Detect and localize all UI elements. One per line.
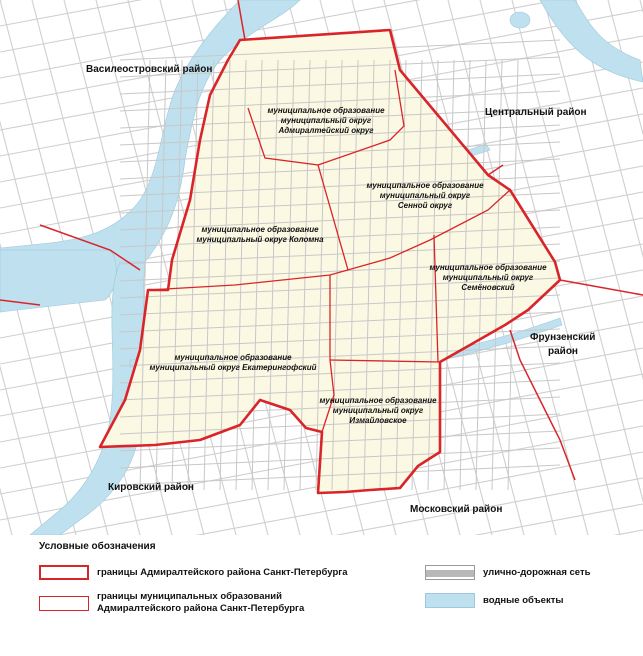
svg-text:муниципальный округ: муниципальный округ xyxy=(379,191,471,200)
svg-text:муниципальное образование: муниципальное образование xyxy=(429,263,547,272)
label-kirovsky: Кировский район xyxy=(108,482,194,493)
svg-text:муниципальный округ Екатеринго: муниципальный округ Екатерингофский xyxy=(149,363,317,372)
road-swatch xyxy=(425,565,475,580)
legend-title: Условные обозначения xyxy=(39,541,156,552)
mo-label-admiralteysky xyxy=(267,106,385,135)
svg-text:муниципальное образование: муниципальное образование xyxy=(366,181,484,190)
label-vasileostrovsky: Василеостровский район xyxy=(86,64,213,75)
svg-text:муниципальное образование: муниципальное образование xyxy=(319,396,437,405)
legend-label-mo-boundary-line2: Адмиралтейского района Санкт-Петербурга xyxy=(97,603,305,614)
svg-text:муниципальное образование: муниципальное образование xyxy=(201,225,319,234)
label-frunzensky-2: район xyxy=(548,346,578,357)
label-moskovsky: Московский район xyxy=(410,504,503,515)
label-central: Центральный район xyxy=(485,107,587,118)
legend-item-roads xyxy=(425,565,590,580)
legend-item-mo-boundary xyxy=(39,591,304,615)
map-legend xyxy=(0,535,643,656)
mo-label-kolomna xyxy=(196,225,324,244)
svg-text:муниципальное образование: муниципальное образование xyxy=(267,106,385,115)
svg-text:Адмиралтейский округ: Адмиралтейский округ xyxy=(278,126,374,135)
svg-text:муниципальное образование: муниципальное образование xyxy=(174,353,292,362)
legend-label-roads: улично-дорожная сеть xyxy=(483,566,591,578)
pond-1 xyxy=(510,12,530,28)
mo-boundary-swatch xyxy=(39,596,89,611)
svg-text:Измайловское: Измайловское xyxy=(349,416,407,425)
svg-text:Сенной округ: Сенной округ xyxy=(397,201,453,210)
legend-label-district-boundary: границы Адмиралтейского района Санкт-Петербурга xyxy=(97,566,348,578)
legend-label-mo-boundary-line1: границы муниципальных образований xyxy=(97,591,282,602)
legend-label-mo-boundary xyxy=(89,591,304,615)
svg-text:муниципальный округ: муниципальный округ xyxy=(280,116,372,125)
mo-label-ekateringofsky xyxy=(150,353,317,372)
water-swatch xyxy=(425,593,475,608)
legend-item-district-boundary xyxy=(39,565,348,580)
svg-text:Семёновский: Семёновский xyxy=(461,283,515,292)
svg-text:муниципальный округ: муниципальный округ xyxy=(332,406,424,415)
svg-text:муниципальный округ: муниципальный округ xyxy=(442,273,534,282)
district-boundary-swatch xyxy=(39,565,89,580)
svg-text:муниципальный округ Коломна: муниципальный округ Коломна xyxy=(196,235,324,244)
legend-item-water xyxy=(425,593,563,608)
label-frunzensky-1: Фрунзенский xyxy=(530,332,596,343)
legend-label-water: водные объекты xyxy=(483,594,564,606)
